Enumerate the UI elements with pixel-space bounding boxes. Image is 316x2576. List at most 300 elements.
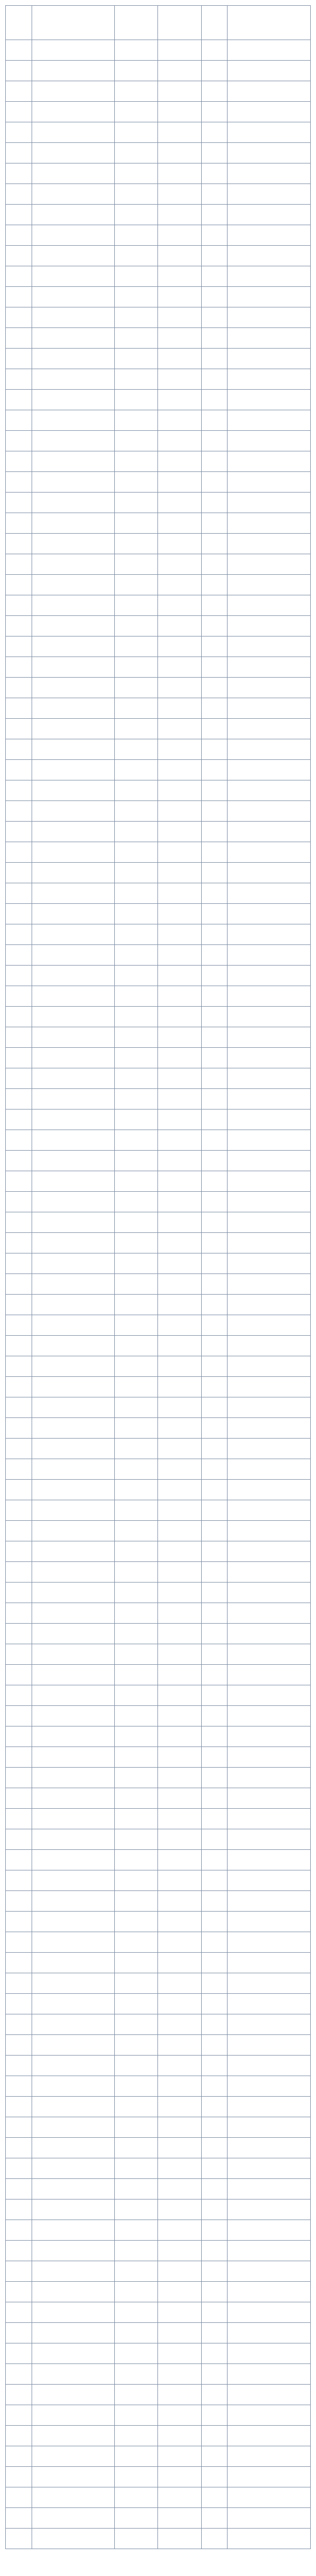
plan-cell: [201, 2117, 228, 2138]
major-cell: [158, 1665, 201, 1685]
table-row: [6, 760, 311, 780]
province-cell: [6, 2282, 32, 2302]
code-cell: [115, 61, 158, 81]
province-cell: [6, 1706, 32, 1726]
table-row: [6, 61, 311, 81]
major-cell: [158, 534, 201, 554]
batch-cell: [32, 1932, 115, 1953]
note-cell: [228, 2076, 311, 2097]
major-cell: [158, 842, 201, 863]
table-row: [6, 1480, 311, 1500]
batch-cell: [32, 1829, 115, 1850]
note-cell: [228, 143, 311, 163]
code-cell: [115, 1500, 158, 1521]
code-cell: [115, 410, 158, 431]
table-row: [6, 2138, 311, 2158]
plan-cell: [201, 2261, 228, 2282]
note-cell: [228, 2138, 311, 2158]
note-cell: [228, 1274, 311, 1295]
plan-cell: [201, 2405, 228, 2426]
province-cell: [6, 2426, 32, 2446]
table-row: [6, 1233, 311, 1253]
batch-cell: [32, 534, 115, 554]
plan-cell: [201, 205, 228, 225]
batch-cell: [32, 863, 115, 883]
code-cell: [115, 2529, 158, 2549]
province-cell: [6, 2158, 32, 2179]
major-cell: [158, 863, 201, 883]
code-cell: [115, 307, 158, 328]
province-cell: [6, 1068, 32, 1089]
plan-cell: [201, 1315, 228, 1336]
code-cell: [115, 1336, 158, 1356]
code-cell: [115, 1027, 158, 1048]
plan-cell: [201, 1603, 228, 1624]
province-cell: [6, 2323, 32, 2343]
table-row: [6, 904, 311, 924]
province-cell: [6, 1768, 32, 1788]
major-cell: [158, 2179, 201, 2199]
major-cell: [158, 1541, 201, 1562]
batch-cell: [32, 1253, 115, 1274]
province-cell: [6, 1644, 32, 1665]
table-row: [6, 1089, 311, 1109]
province-cell: [6, 1624, 32, 1644]
batch-cell: [32, 2343, 115, 2364]
province-cell: [6, 369, 32, 390]
province-cell: [6, 2117, 32, 2138]
major-cell: [158, 966, 201, 986]
code-cell: [115, 1007, 158, 1027]
code-cell: [115, 1850, 158, 1870]
province-cell: [6, 2343, 32, 2364]
batch-cell: [32, 1048, 115, 1068]
code-cell: [115, 1912, 158, 1932]
table-row: [6, 945, 311, 966]
province-cell: [6, 2056, 32, 2076]
plan-cell: [201, 40, 228, 61]
table-row: [6, 801, 311, 822]
batch-cell: [32, 1994, 115, 2014]
plan-cell: [201, 760, 228, 780]
province-cell: [6, 2467, 32, 2487]
province-cell: [6, 2179, 32, 2199]
province-cell: [6, 1541, 32, 1562]
code-cell: [115, 451, 158, 472]
major-cell: [158, 1932, 201, 1953]
batch-cell: [32, 883, 115, 904]
table-row: [6, 1788, 311, 1809]
note-cell: [228, 1130, 311, 1151]
table-row: [6, 1541, 311, 1562]
batch-cell: [32, 1583, 115, 1603]
table-row: [6, 2158, 311, 2179]
province-cell: [6, 2405, 32, 2426]
batch-cell: [32, 184, 115, 205]
note-cell: [228, 205, 311, 225]
batch-cell: [32, 1870, 115, 1891]
major-cell: [158, 2343, 201, 2364]
header-batch: [32, 6, 115, 40]
province-cell: [6, 2385, 32, 2405]
note-cell: [228, 431, 311, 451]
plan-cell: [201, 1624, 228, 1644]
province-cell: [6, 883, 32, 904]
plan-cell: [201, 842, 228, 863]
note-cell: [228, 719, 311, 739]
code-cell: [115, 1212, 158, 1233]
batch-cell: [32, 143, 115, 163]
batch-cell: [32, 2014, 115, 2035]
major-cell: [158, 1109, 201, 1130]
province-cell: [6, 1130, 32, 1151]
province-cell: [6, 287, 32, 307]
major-cell: [158, 410, 201, 431]
province-cell: [6, 349, 32, 369]
province-cell: [6, 1048, 32, 1068]
code-cell: [115, 1562, 158, 1583]
batch-cell: [32, 1726, 115, 1747]
plan-cell: [201, 1953, 228, 1973]
table-row: [6, 842, 311, 863]
table-row: [6, 1706, 311, 1726]
note-cell: [228, 1418, 311, 1439]
note-cell: [228, 451, 311, 472]
table-row: [6, 595, 311, 616]
table-row: [6, 1418, 311, 1439]
note-cell: [228, 246, 311, 266]
province-cell: [6, 1192, 32, 1212]
note-cell: [228, 575, 311, 595]
note-cell: [228, 2179, 311, 2199]
note-cell: [228, 2364, 311, 2385]
table-row: [6, 2014, 311, 2035]
plan-cell: [201, 2282, 228, 2302]
plan-cell: [201, 1192, 228, 1212]
province-cell: [6, 1171, 32, 1192]
table-row: [6, 1768, 311, 1788]
code-cell: [115, 102, 158, 122]
note-cell: [228, 2261, 311, 2282]
table-row: [6, 81, 311, 102]
province-cell: [6, 410, 32, 431]
note-cell: [228, 1788, 311, 1809]
province-cell: [6, 1151, 32, 1171]
batch-cell: [32, 2220, 115, 2241]
table-row: [6, 2385, 311, 2405]
table-row: [6, 451, 311, 472]
code-cell: [115, 246, 158, 266]
table-row: [6, 1583, 311, 1603]
major-cell: [158, 1397, 201, 1418]
table-row: [6, 2343, 311, 2364]
plan-cell: [201, 1336, 228, 1356]
province-cell: [6, 1726, 32, 1747]
batch-cell: [32, 1151, 115, 1171]
province-cell: [6, 1233, 32, 1253]
plan-cell: [201, 2529, 228, 2549]
batch-cell: [32, 2179, 115, 2199]
code-cell: [115, 205, 158, 225]
table-row: [6, 1726, 311, 1747]
batch-cell: [32, 1377, 115, 1397]
code-cell: [115, 1171, 158, 1192]
plan-cell: [201, 2241, 228, 2261]
batch-cell: [32, 719, 115, 739]
code-cell: [115, 2467, 158, 2487]
code-cell: [115, 616, 158, 636]
code-cell: [115, 431, 158, 451]
note-cell: [228, 554, 311, 575]
plan-cell: [201, 451, 228, 472]
major-cell: [158, 1850, 201, 1870]
province-cell: [6, 1027, 32, 1048]
major-cell: [158, 2385, 201, 2405]
code-cell: [115, 1192, 158, 1212]
major-cell: [158, 2138, 201, 2158]
table-row: [6, 2056, 311, 2076]
table-row: [6, 924, 311, 945]
note-cell: [228, 1336, 311, 1356]
code-cell: [115, 1583, 158, 1603]
major-cell: [158, 1356, 201, 1377]
table-row: [6, 2487, 311, 2508]
table-row: [6, 966, 311, 986]
batch-cell: [32, 595, 115, 616]
code-cell: [115, 1747, 158, 1768]
code-cell: [115, 2241, 158, 2261]
note-cell: [228, 1212, 311, 1233]
plan-cell: [201, 122, 228, 143]
table-row: [6, 184, 311, 205]
province-cell: [6, 1665, 32, 1685]
table-row: [6, 1109, 311, 1130]
table-row: [6, 493, 311, 513]
plan-cell: [201, 1665, 228, 1685]
note-cell: [228, 2014, 311, 2035]
note-cell: [228, 1644, 311, 1665]
table-row: [6, 472, 311, 493]
note-cell: [228, 1706, 311, 1726]
plan-cell: [201, 246, 228, 266]
major-cell: [158, 328, 201, 349]
province-cell: [6, 1973, 32, 1994]
note-cell: [228, 1439, 311, 1459]
major-cell: [158, 1562, 201, 1583]
plan-cell: [201, 225, 228, 246]
note-cell: [228, 1048, 311, 1068]
table-row: [6, 822, 311, 842]
table-row: [6, 2241, 311, 2261]
code-cell: [115, 1788, 158, 1809]
plan-cell: [201, 575, 228, 595]
batch-cell: [32, 1480, 115, 1500]
major-cell: [158, 2014, 201, 2035]
batch-cell: [32, 2426, 115, 2446]
plan-cell: [201, 2508, 228, 2529]
code-cell: [115, 1685, 158, 1706]
table-row: [6, 2508, 311, 2529]
batch-cell: [32, 410, 115, 431]
code-cell: [115, 2385, 158, 2405]
plan-cell: [201, 698, 228, 719]
code-cell: [115, 40, 158, 61]
plan-cell: [201, 534, 228, 554]
province-cell: [6, 225, 32, 246]
note-cell: [228, 2035, 311, 2056]
note-cell: [228, 636, 311, 657]
province-cell: [6, 2302, 32, 2323]
major-cell: [158, 2199, 201, 2220]
batch-cell: [32, 61, 115, 81]
province-cell: [6, 1994, 32, 2014]
batch-cell: [32, 2446, 115, 2467]
table-row: [6, 328, 311, 349]
table-row: [6, 1315, 311, 1336]
province-cell: [6, 1480, 32, 1500]
major-cell: [158, 1583, 201, 1603]
province-cell: [6, 1356, 32, 1377]
code-cell: [115, 904, 158, 924]
major-cell: [158, 1521, 201, 1541]
code-cell: [115, 842, 158, 863]
plan-cell: [201, 1439, 228, 1459]
province-cell: [6, 1891, 32, 1912]
note-cell: [228, 2158, 311, 2179]
code-cell: [115, 2158, 158, 2179]
code-cell: [115, 1459, 158, 1480]
note-cell: [228, 2282, 311, 2302]
batch-cell: [32, 616, 115, 636]
table-row: [6, 1253, 311, 1274]
province-cell: [6, 2446, 32, 2467]
note-cell: [228, 1109, 311, 1130]
batch-cell: [32, 739, 115, 760]
major-cell: [158, 472, 201, 493]
table-row: [6, 1356, 311, 1377]
note-cell: [228, 1726, 311, 1747]
major-cell: [158, 1418, 201, 1439]
note-cell: [228, 1397, 311, 1418]
table-row: [6, 390, 311, 410]
code-cell: [115, 986, 158, 1007]
note-cell: [228, 1151, 311, 1171]
note-cell: [228, 1953, 311, 1973]
plan-cell: [201, 1912, 228, 1932]
table-row: [6, 2364, 311, 2385]
code-cell: [115, 780, 158, 801]
code-cell: [115, 2199, 158, 2220]
plan-cell: [201, 883, 228, 904]
note-cell: [228, 760, 311, 780]
table-row: [6, 205, 311, 225]
table-row: [6, 1068, 311, 1089]
table-row: [6, 1151, 311, 1171]
table-row: [6, 2035, 311, 2056]
note-cell: [228, 2385, 311, 2405]
code-cell: [115, 81, 158, 102]
table-row: [6, 1562, 311, 1583]
major-cell: [158, 2056, 201, 2076]
table-row: [6, 1912, 311, 1932]
plan-cell: [201, 1500, 228, 1521]
major-cell: [158, 205, 201, 225]
province-cell: [6, 1315, 32, 1336]
code-cell: [115, 2302, 158, 2323]
table-row: [6, 678, 311, 698]
batch-cell: [32, 657, 115, 678]
plan-cell: [201, 307, 228, 328]
note-cell: [228, 1747, 311, 1768]
province-cell: [6, 1747, 32, 1768]
table-row: [6, 102, 311, 122]
plan-cell: [201, 1850, 228, 1870]
note-cell: [228, 1295, 311, 1315]
code-cell: [115, 2220, 158, 2241]
major-cell: [158, 2323, 201, 2343]
batch-cell: [32, 102, 115, 122]
code-cell: [115, 1726, 158, 1747]
table-row: [6, 2179, 311, 2199]
major-cell: [158, 2426, 201, 2446]
code-cell: [115, 225, 158, 246]
code-cell: [115, 2323, 158, 2343]
plan-cell: [201, 184, 228, 205]
code-cell: [115, 1356, 158, 1377]
plan-cell: [201, 1295, 228, 1315]
batch-cell: [32, 1212, 115, 1233]
note-cell: [228, 1850, 311, 1870]
batch-cell: [32, 554, 115, 575]
plan-cell: [201, 2179, 228, 2199]
batch-cell: [32, 2241, 115, 2261]
code-cell: [115, 1521, 158, 1541]
note-cell: [228, 822, 311, 842]
major-cell: [158, 1027, 201, 1048]
plan-cell: [201, 2302, 228, 2323]
province-cell: [6, 143, 32, 163]
province-cell: [6, 801, 32, 822]
major-cell: [158, 287, 201, 307]
province-cell: [6, 924, 32, 945]
batch-cell: [32, 1418, 115, 1439]
code-cell: [115, 1480, 158, 1500]
code-cell: [115, 1706, 158, 1726]
table-row: [6, 2467, 311, 2487]
province-cell: [6, 986, 32, 1007]
plan-cell: [201, 2323, 228, 2343]
table-row: [6, 863, 311, 883]
plan-cell: [201, 431, 228, 451]
major-cell: [158, 595, 201, 616]
note-cell: [228, 2487, 311, 2508]
province-cell: [6, 1253, 32, 1274]
major-cell: [158, 513, 201, 534]
major-cell: [158, 1726, 201, 1747]
plan-cell: [201, 1726, 228, 1747]
plan-cell: [201, 1356, 228, 1377]
province-cell: [6, 2097, 32, 2117]
batch-cell: [32, 122, 115, 143]
batch-cell: [32, 2508, 115, 2529]
plan-cell: [201, 966, 228, 986]
batch-cell: [32, 328, 115, 349]
code-cell: [115, 287, 158, 307]
major-cell: [158, 143, 201, 163]
batch-cell: [32, 780, 115, 801]
code-cell: [115, 2487, 158, 2508]
province-cell: [6, 1274, 32, 1295]
